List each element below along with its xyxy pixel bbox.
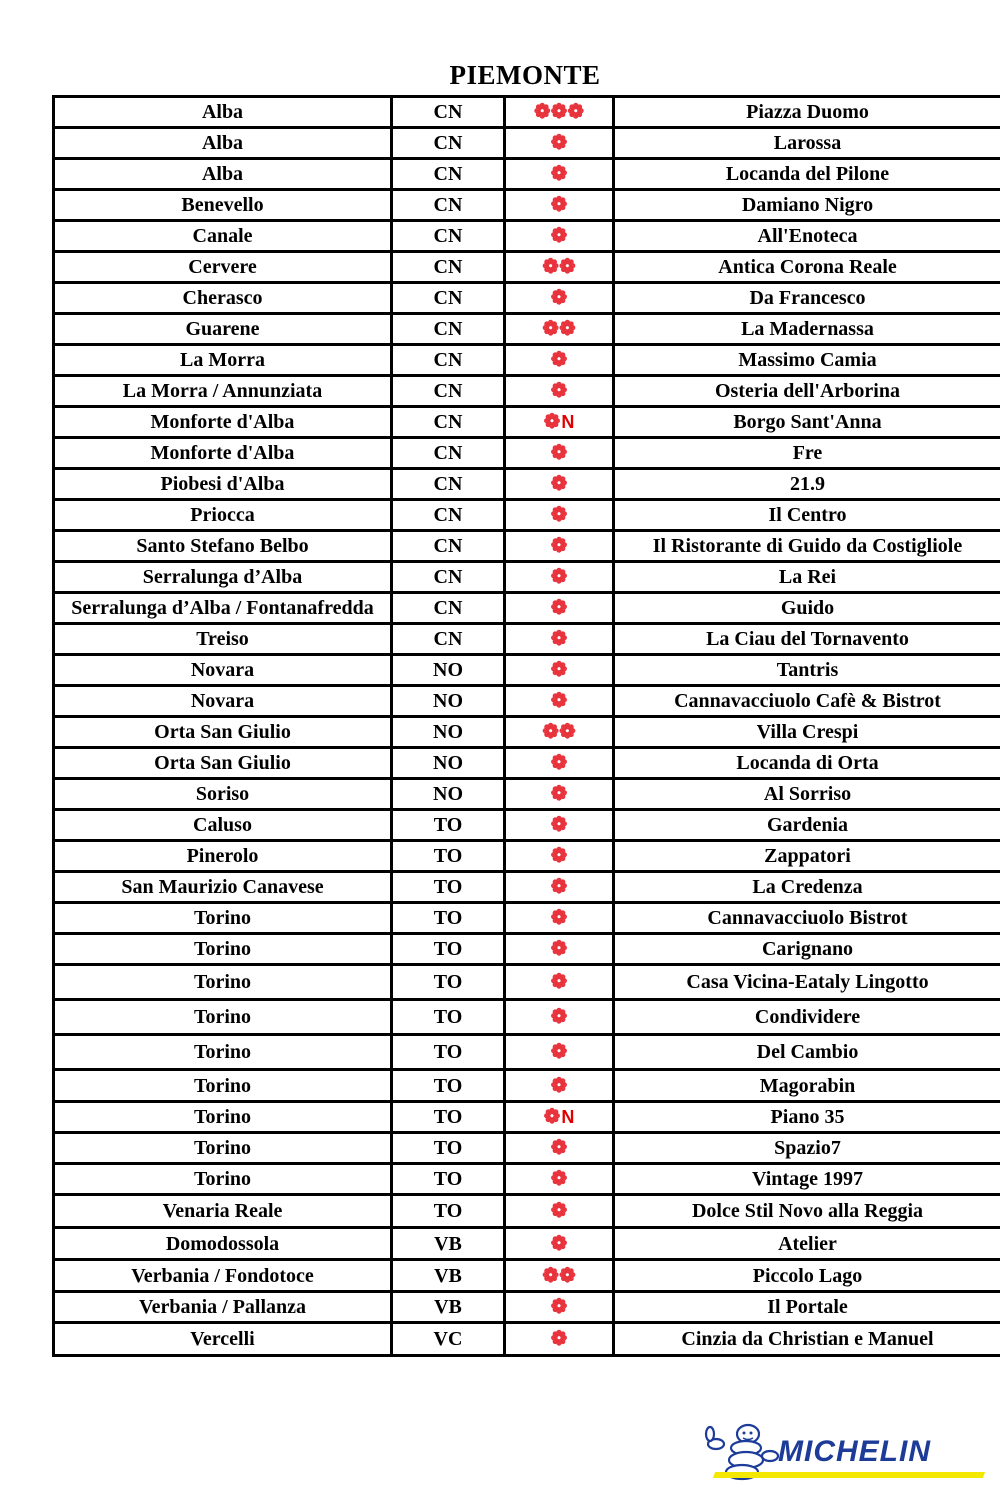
cell-restaurant: Tantris bbox=[614, 655, 1000, 686]
cell-restaurant: Damiano Nigro bbox=[614, 190, 1000, 221]
cell-restaurant: Gardenia bbox=[614, 810, 1000, 841]
table-row bbox=[54, 686, 1000, 717]
table-row bbox=[54, 407, 1000, 438]
cell-province: VC bbox=[392, 1323, 505, 1356]
michelin-star-icon: ❁ bbox=[550, 349, 568, 371]
cell-city: Guarene bbox=[54, 314, 392, 345]
cell-province: CN bbox=[392, 345, 505, 376]
cell-province: CN bbox=[392, 190, 505, 221]
cell-restaurant: Piccolo Lago bbox=[614, 1260, 1000, 1292]
cell-restaurant: Massimo Camia bbox=[614, 345, 1000, 376]
cell-restaurant: All'Enoteca bbox=[614, 221, 1000, 252]
cell-restaurant: Villa Crespi bbox=[614, 717, 1000, 748]
cell-stars bbox=[505, 345, 614, 376]
cell-province: TO bbox=[392, 872, 505, 903]
table-row bbox=[54, 1164, 1000, 1195]
cell-province: CN bbox=[392, 221, 505, 252]
table-row bbox=[54, 1260, 1000, 1292]
cell-stars bbox=[505, 748, 614, 779]
logo-underline bbox=[713, 1472, 985, 1478]
cell-province: CN bbox=[392, 624, 505, 655]
cell-stars bbox=[505, 1260, 614, 1292]
table-row bbox=[54, 531, 1000, 562]
michelin-star-icon: ❁ bbox=[550, 752, 568, 774]
table-row bbox=[54, 1035, 1000, 1070]
cell-restaurant: Il Centro bbox=[614, 500, 1000, 531]
cell-province: TO bbox=[392, 934, 505, 965]
cell-restaurant: Cannavacciuolo Bistrot bbox=[614, 903, 1000, 934]
table-row bbox=[54, 872, 1000, 903]
table-row bbox=[54, 717, 1000, 748]
cell-restaurant: Vintage 1997 bbox=[614, 1164, 1000, 1195]
michelin-star-icon: ❁ bbox=[550, 225, 568, 247]
cell-province: CN bbox=[392, 593, 505, 624]
cell-city: Novara bbox=[54, 655, 392, 686]
cell-province: CN bbox=[392, 159, 505, 190]
cell-city: Alba bbox=[54, 159, 392, 190]
table-row bbox=[54, 624, 1000, 655]
cell-province: TO bbox=[392, 1070, 505, 1102]
cell-restaurant: Del Cambio bbox=[614, 1035, 1000, 1070]
cell-city: Venaria Reale bbox=[54, 1195, 392, 1228]
table-row bbox=[54, 1228, 1000, 1260]
cell-restaurant: Locanda del Pilone bbox=[614, 159, 1000, 190]
table-row bbox=[54, 779, 1000, 810]
cell-stars bbox=[505, 97, 614, 128]
cell-province: CN bbox=[392, 283, 505, 314]
cell-restaurant: Dolce Stil Novo alla Reggia bbox=[614, 1195, 1000, 1228]
cell-restaurant: Antica Corona Reale bbox=[614, 252, 1000, 283]
michelin-star-icon: ❁ bbox=[550, 845, 568, 867]
cell-city: Monforte d'Alba bbox=[54, 438, 392, 469]
table-row bbox=[54, 345, 1000, 376]
restaurant-table bbox=[52, 95, 1000, 1357]
cell-city: Verbania / Fondotoce bbox=[54, 1260, 392, 1292]
michelin-star-icon: ❁ bbox=[550, 1168, 568, 1190]
cell-stars bbox=[505, 841, 614, 872]
michelin-star-icon: ❁ bbox=[550, 1328, 568, 1350]
table-row bbox=[54, 159, 1000, 190]
cell-restaurant: Larossa bbox=[614, 128, 1000, 159]
table-row bbox=[54, 128, 1000, 159]
table-row bbox=[54, 1133, 1000, 1164]
table-row bbox=[54, 934, 1000, 965]
michelin-star-icon: ❁ bbox=[550, 628, 568, 650]
michelin-star-icon: ❁ bbox=[550, 504, 568, 526]
cell-restaurant: Fre bbox=[614, 438, 1000, 469]
cell-restaurant: La Rei bbox=[614, 562, 1000, 593]
cell-restaurant: Da Francesco bbox=[614, 283, 1000, 314]
table-row bbox=[54, 500, 1000, 531]
michelin-star-icon: ❁ bbox=[550, 783, 568, 805]
cell-city: Monforte d'Alba bbox=[54, 407, 392, 438]
cell-province: NO bbox=[392, 717, 505, 748]
cell-province: CN bbox=[392, 531, 505, 562]
michelin-star-icon: ❁ bbox=[550, 1006, 568, 1028]
michelin-star-icon: ❁ bbox=[550, 814, 568, 836]
cell-province: NO bbox=[392, 779, 505, 810]
table-row bbox=[54, 1000, 1000, 1035]
table-row bbox=[54, 221, 1000, 252]
cell-city: Cherasco bbox=[54, 283, 392, 314]
michelin-star-icon: ❁❁ bbox=[542, 1264, 576, 1287]
cell-city: Verbania / Pallanza bbox=[54, 1292, 392, 1323]
cell-stars bbox=[505, 1164, 614, 1195]
cell-city: Canale bbox=[54, 221, 392, 252]
michelin-star-icon: ❁ bbox=[550, 971, 568, 993]
cell-restaurant: Cannavacciuolo Cafè & Bistrot bbox=[614, 686, 1000, 717]
cell-restaurant: Zappatori bbox=[614, 841, 1000, 872]
cell-province: CN bbox=[392, 97, 505, 128]
cell-city: Piobesi d'Alba bbox=[54, 469, 392, 500]
cell-city: Vercelli bbox=[54, 1323, 392, 1356]
michelin-star-icon: ❁ bbox=[550, 132, 568, 154]
cell-stars bbox=[505, 872, 614, 903]
cell-province: TO bbox=[392, 1164, 505, 1195]
table-row bbox=[54, 469, 1000, 500]
cell-city: Torino bbox=[54, 934, 392, 965]
table-row bbox=[54, 252, 1000, 283]
cell-city: Treiso bbox=[54, 624, 392, 655]
cell-province: VB bbox=[392, 1260, 505, 1292]
michelin-star-icon: ❁❁❁ bbox=[533, 101, 585, 123]
cell-stars bbox=[505, 221, 614, 252]
cell-restaurant: Condividere bbox=[614, 1000, 1000, 1035]
michelin-star-icon: ❁ bbox=[550, 380, 568, 402]
cell-restaurant: La Ciau del Tornavento bbox=[614, 624, 1000, 655]
michelin-star-icon: ❁ bbox=[550, 1232, 568, 1255]
cell-restaurant: Cinzia da Christian e Manuel bbox=[614, 1323, 1000, 1356]
table-row bbox=[54, 1195, 1000, 1228]
cell-stars bbox=[505, 1035, 614, 1070]
table-row bbox=[54, 438, 1000, 469]
table-row bbox=[54, 810, 1000, 841]
cell-stars bbox=[505, 252, 614, 283]
cell-city: Torino bbox=[54, 965, 392, 1000]
cell-province: TO bbox=[392, 841, 505, 872]
cell-restaurant: Magorabin bbox=[614, 1070, 1000, 1102]
cell-province: CN bbox=[392, 469, 505, 500]
cell-city: Cervere bbox=[54, 252, 392, 283]
cell-stars bbox=[505, 717, 614, 748]
cell-stars bbox=[505, 965, 614, 1000]
cell-city: Benevello bbox=[54, 190, 392, 221]
michelin-star-icon: ❁ bbox=[550, 659, 568, 681]
cell-stars bbox=[505, 190, 614, 221]
cell-province: TO bbox=[392, 965, 505, 1000]
cell-stars bbox=[505, 1228, 614, 1260]
cell-province: CN bbox=[392, 376, 505, 407]
cell-city: Orta San Giulio bbox=[54, 748, 392, 779]
michelin-star-icon: ❁ bbox=[550, 566, 568, 588]
cell-province: CN bbox=[392, 128, 505, 159]
cell-restaurant: Al Sorriso bbox=[614, 779, 1000, 810]
cell-stars bbox=[505, 624, 614, 655]
cell-stars bbox=[505, 531, 614, 562]
cell-restaurant: Atelier bbox=[614, 1228, 1000, 1260]
cell-stars bbox=[505, 779, 614, 810]
michelin-star-icon: ❁ bbox=[550, 907, 568, 929]
michelin-star-icon: ❁ bbox=[543, 411, 561, 433]
table-row bbox=[54, 748, 1000, 779]
cell-stars bbox=[505, 314, 614, 345]
cell-province: TO bbox=[392, 1000, 505, 1035]
michelin-star-icon: ❁ bbox=[550, 163, 568, 185]
restaurant-table-container bbox=[52, 95, 1000, 1357]
table-row bbox=[54, 376, 1000, 407]
cell-stars bbox=[505, 655, 614, 686]
michelin-star-icon: ❁ bbox=[550, 1137, 568, 1159]
michelin-star-icon: ❁ bbox=[550, 442, 568, 464]
table-row bbox=[54, 841, 1000, 872]
cell-city: Santo Stefano Belbo bbox=[54, 531, 392, 562]
cell-city: Torino bbox=[54, 1133, 392, 1164]
cell-province: CN bbox=[392, 407, 505, 438]
table-row bbox=[54, 1292, 1000, 1323]
cell-province: TO bbox=[392, 810, 505, 841]
cell-restaurant: 21.9 bbox=[614, 469, 1000, 500]
cell-city: Domodossola bbox=[54, 1228, 392, 1260]
cell-stars bbox=[505, 1195, 614, 1228]
table-row bbox=[54, 1102, 1000, 1133]
michelin-star-icon: ❁ bbox=[550, 1041, 568, 1063]
cell-city: San Maurizio Canavese bbox=[54, 872, 392, 903]
cell-city: Torino bbox=[54, 903, 392, 934]
cell-city: Soriso bbox=[54, 779, 392, 810]
cell-stars bbox=[505, 159, 614, 190]
michelin-logo bbox=[700, 1422, 985, 1482]
cell-city: Alba bbox=[54, 128, 392, 159]
cell-city: Caluso bbox=[54, 810, 392, 841]
cell-city: La Morra bbox=[54, 345, 392, 376]
cell-stars bbox=[505, 283, 614, 314]
michelin-star-icon: ❁ bbox=[550, 473, 568, 495]
cell-restaurant: La Madernassa bbox=[614, 314, 1000, 345]
cell-restaurant: La Credenza bbox=[614, 872, 1000, 903]
cell-stars bbox=[505, 1292, 614, 1323]
table-row bbox=[54, 562, 1000, 593]
michelin-star-icon: ❁ bbox=[543, 1106, 561, 1128]
michelin-star-icon: ❁ bbox=[550, 287, 568, 309]
cell-stars bbox=[505, 562, 614, 593]
cell-restaurant: Piano 35 bbox=[614, 1102, 1000, 1133]
cell-city: Pinerolo bbox=[54, 841, 392, 872]
cell-stars bbox=[505, 1323, 614, 1356]
cell-stars bbox=[505, 469, 614, 500]
cell-restaurant: Spazio7 bbox=[614, 1133, 1000, 1164]
michelin-star-icon: ❁ bbox=[550, 1200, 568, 1222]
michelin-star-icon: ❁ bbox=[550, 1074, 568, 1097]
table-row bbox=[54, 283, 1000, 314]
michelin-star-icon: ❁ bbox=[550, 194, 568, 216]
cell-stars bbox=[505, 1133, 614, 1164]
page-title: PIEMONTE bbox=[449, 60, 601, 90]
cell-stars bbox=[505, 903, 614, 934]
michelin-star-icon: ❁❁ bbox=[542, 721, 576, 743]
cell-restaurant: Piazza Duomo bbox=[614, 97, 1000, 128]
cell-province: TO bbox=[392, 1102, 505, 1133]
cell-stars bbox=[505, 500, 614, 531]
cell-city: Torino bbox=[54, 1102, 392, 1133]
cell-city: La Morra / Annunziata bbox=[54, 376, 392, 407]
cell-province: VB bbox=[392, 1292, 505, 1323]
cell-stars bbox=[505, 376, 614, 407]
cell-city: Serralunga d’Alba bbox=[54, 562, 392, 593]
new-entry-badge: N bbox=[561, 1107, 575, 1127]
cell-stars bbox=[505, 593, 614, 624]
table-row bbox=[54, 903, 1000, 934]
table-row bbox=[54, 965, 1000, 1000]
cell-stars bbox=[505, 407, 614, 438]
table-row bbox=[54, 655, 1000, 686]
cell-province: TO bbox=[392, 1133, 505, 1164]
cell-city: Orta San Giulio bbox=[54, 717, 392, 748]
cell-province: NO bbox=[392, 686, 505, 717]
cell-city: Torino bbox=[54, 1035, 392, 1070]
cell-restaurant: Il Portale bbox=[614, 1292, 1000, 1323]
cell-city: Novara bbox=[54, 686, 392, 717]
michelin-star-icon: ❁❁ bbox=[542, 318, 576, 340]
cell-stars bbox=[505, 438, 614, 469]
cell-province: NO bbox=[392, 655, 505, 686]
cell-city: Serralunga d’Alba / Fontanafredda bbox=[54, 593, 392, 624]
cell-restaurant: Osteria dell'Arborina bbox=[614, 376, 1000, 407]
new-entry-badge: N bbox=[561, 412, 575, 432]
michelin-star-icon: ❁❁ bbox=[542, 256, 576, 278]
cell-stars bbox=[505, 686, 614, 717]
cell-province: CN bbox=[392, 500, 505, 531]
cell-restaurant: Borgo Sant'Anna bbox=[614, 407, 1000, 438]
michelin-star-icon: ❁ bbox=[550, 690, 568, 712]
cell-stars bbox=[505, 1000, 614, 1035]
cell-province: VB bbox=[392, 1228, 505, 1260]
cell-city: Priocca bbox=[54, 500, 392, 531]
table-row bbox=[54, 314, 1000, 345]
table-row bbox=[54, 97, 1000, 128]
cell-stars bbox=[505, 128, 614, 159]
table-row bbox=[54, 593, 1000, 624]
cell-city: Torino bbox=[54, 1070, 392, 1102]
cell-restaurant: Guido bbox=[614, 593, 1000, 624]
cell-restaurant: Il Ristorante di Guido da Costigliole bbox=[614, 531, 1000, 562]
cell-province: TO bbox=[392, 1195, 505, 1228]
cell-province: CN bbox=[392, 314, 505, 345]
table-row bbox=[54, 1323, 1000, 1356]
cell-stars bbox=[505, 1102, 614, 1133]
cell-province: CN bbox=[392, 252, 505, 283]
table-row bbox=[54, 190, 1000, 221]
michelin-star-icon: ❁ bbox=[550, 1296, 568, 1318]
cell-city: Alba bbox=[54, 97, 392, 128]
cell-city: Torino bbox=[54, 1000, 392, 1035]
restaurant-table-body bbox=[54, 97, 1000, 1356]
michelin-star-icon: ❁ bbox=[550, 876, 568, 898]
cell-stars bbox=[505, 934, 614, 965]
table-row bbox=[54, 1070, 1000, 1102]
cell-restaurant: Locanda di Orta bbox=[614, 748, 1000, 779]
michelin-wordmark: MICHELIN bbox=[778, 1435, 931, 1468]
michelin-star-icon: ❁ bbox=[550, 535, 568, 557]
cell-stars bbox=[505, 810, 614, 841]
cell-stars bbox=[505, 1070, 614, 1102]
cell-province: CN bbox=[392, 562, 505, 593]
michelin-star-icon: ❁ bbox=[550, 938, 568, 960]
cell-province: TO bbox=[392, 903, 505, 934]
cell-restaurant: Carignano bbox=[614, 934, 1000, 965]
michelin-star-icon: ❁ bbox=[550, 597, 568, 619]
cell-province: TO bbox=[392, 1035, 505, 1070]
cell-province: CN bbox=[392, 438, 505, 469]
cell-city: Torino bbox=[54, 1164, 392, 1195]
cell-province: NO bbox=[392, 748, 505, 779]
cell-restaurant: Casa Vicina-Eataly Lingotto bbox=[614, 965, 1000, 1000]
